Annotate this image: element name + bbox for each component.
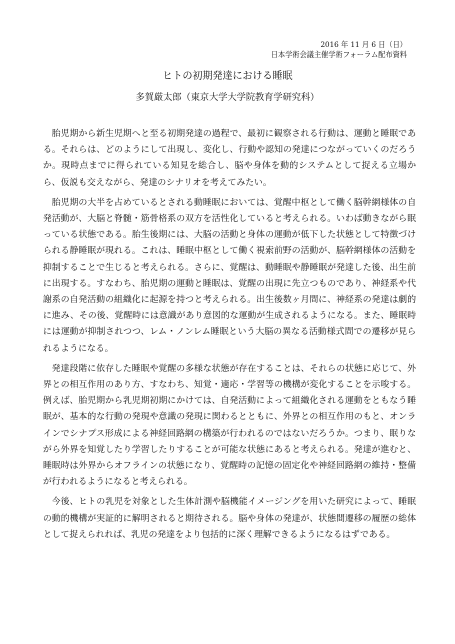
event-line: 日本学術会議主催学術フォーラム配布資料 [270,50,407,59]
paragraph: 今後、ヒトの乳児を対象とした生体計測や脳機能イメージングを用いた研究によって、睡眠の動的機構が実証的に解明されると期待される。脳や身体の発達が、状態間遷移の履歴の総体として捉えられれば、乳児の発達をより包括的に深く理解できるようになるはずである。 [43,497,416,540]
paragraph: 発達段階に依存した睡眠や覚醒の多様な状態が存在することは、それらの状態に応じて、外界との相互作用のあり方、すなわち、知覚・適応・学習等の機構が変化することを示唆する。例えば、胎児期から乳児期初期にかけては、自発活動によって組織化される運動をともなう睡眠が、基本的な行動の発現や意識の発現に関わるとともに、外界との相互作用のもと、オンラインでシナプス形成による神経回路網の構築が行われるのではないだろうか。つまり、眠りながら外界を知覚したり学習したりすることが可能な状態にあると考えられる。発達が進むと、睡眠時は外界からオフラインの状態になり、覚醒時の記憶の固定化や神経回路網の維持・整備が行われるようになると考えられる。 [43,363,416,488]
date-line: 2016 年 11 月 6 日（日） [320,40,407,49]
paragraph: 胎児期から新生児期へと至る初期発達の過程で、最初に観察される行動は、運動と睡眠である。それらは、どのようにして出現し、変化し、行動や認知の発達につながっていくのだろうか。現時点までに得られている知見を総合し、脳や身体を動的システムとして捉える立場から、仮説も交えながら、発達のシナリオを考えてみたい。 [43,129,416,188]
author-line: 多賀厳太郎（東京大学大学院教育学研究科） [135,92,320,103]
paragraph: 胎児期の大半を占めているとされる動睡眠においては、覚醒中枢として働く脳幹網様体の自発活動が、大脳と脊髄・筋骨格系の双方を活性化していると考えられる。いわば動きながら眠っている状態である。胎生後期には、大脳の活動と身体の運動が低下した状態として特徴づけられる静睡眠が現れる。これは、睡眠中枢として働く視索前野の活動が、脳幹網様体の活動を抑制することで生じると考えられる。さらに、覚醒は、動睡眠や静睡眠が発達した後、出生前に出現する。すなわち、胎児期の運動と睡眠は、覚醒の出現に先立つものであり、神経系や代謝系の自発活動の組織化に起源を持つと考えられる。出生後数ヶ月間に、神経系の発達は劇的に進み、その後、覚醒時には意識があり意図的な運動が生成されるようになる。また、睡眠時には運動が抑制されつつ、レム・ノンレム睡眠という大脳の異なる活動様式間での遷移が見られるようになる。 [43,197,416,354]
document-header [271,40,407,60]
document-body [43,126,416,547]
document-title: ヒトの初期発達における睡眠 [162,71,293,82]
